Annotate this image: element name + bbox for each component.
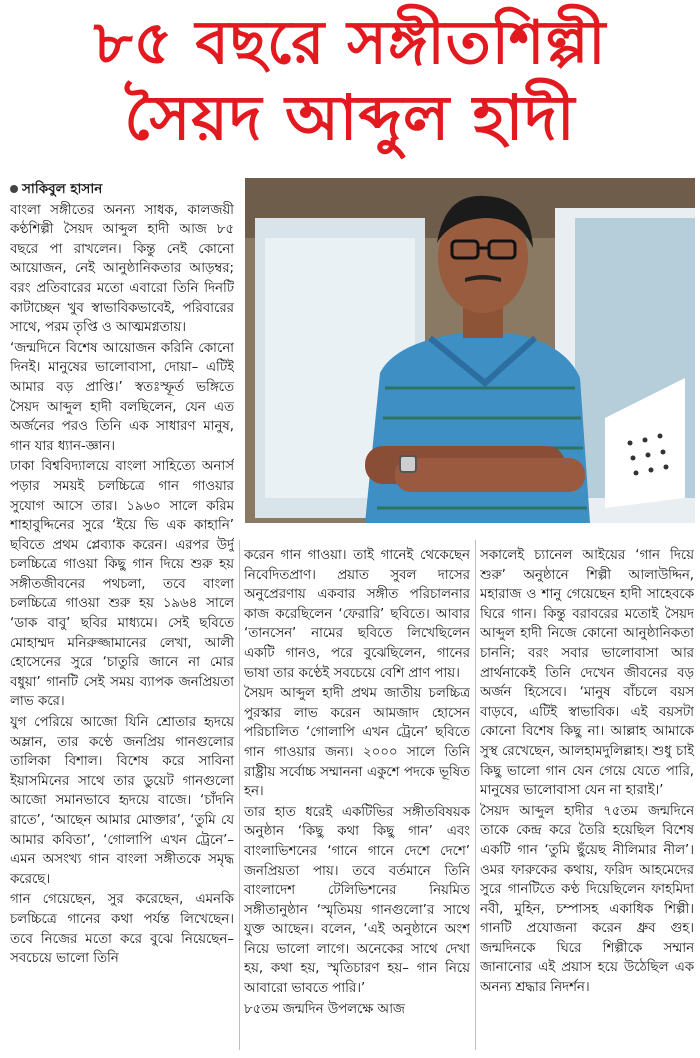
portrait-photo bbox=[245, 178, 695, 523]
paragraph: সৈয়দ আব্দুল হাদীর ৭৫তম জন্মদিনে তাকে কেন্দ্র করে তৈরি হয়েছিল বিশেষ একটি গান ‘তুমি ছুঁয়েছ নীলিমার নীল’। ওমর ফারুকের কথায়, ফরিদ আহমেদের সুরে গানটিতে কণ্ঠ দিয়েছিলেন ফাহমিদা নবী, মুহিন, চম্পাসহ একাধিক শিল্পী। গানটি প্রযোজনা করেন ধ্রুব গুহ। জন্মদিনকে ঘিরে শিল্পীকে সম্মান জানানোর এই প্রয়াস হয়ে উঠেছিল এক অনন্য শ্রদ্ধার নিদর্শন। bbox=[480, 803, 694, 996]
column-divider bbox=[475, 540, 476, 1050]
paragraph: করেন গান গাওয়া। তাই গানেই থেকেছেন নিবেদিতপ্রাণ। প্রয়াত সুবল দাসের অনুপ্রেরণায় একবার সঙ্গীত পরিচালনার কাজ করেছিলেন ‘ফেরারি’ ছবিতে। আবার ‘তানসেন’ নামের ছবিতে লিখেছিলেন একটি গানও, পরে বুঝেছিলেন, গানের ভাষা তার কণ্ঠেই সবচেয়ে বেশি প্রাণ পায়। bbox=[244, 548, 470, 681]
column-divider bbox=[239, 540, 240, 1050]
article-column-3 bbox=[480, 546, 694, 1050]
author-name: সাকিবুল হাসান bbox=[22, 181, 103, 197]
byline bbox=[10, 180, 234, 200]
paragraph: ঢাকা বিশ্ববিদ্যালয়ে বাংলা সাহিত্যে অনার্স পড়ার সময়ই চলচ্চিত্রে গান গাওয়ার সুযোগ আসে তার। ১৯৬০ সালে করিম শাহাবুদ্দিনের সুরে ‘ইয়ে ভি এক কাহানি’ ছবিতে প্রথম প্লেব্যাক করেন। এরপর উর্দু চলচ্চিত্রে গাওয়া কিছু গান দিয়ে শুরু হয় সঙ্গীতজীবনের পথচলা, তবে বাংলা চলচ্চিত্রে গাওয়া শুরু হয় ১৯৬৪ সালে ‘ডাক বাবু’ ছবির মাধ্যমে। সেই ছবিতে মোহাম্মদ মনিরুজ্জামানের লেখা, আলী হোসেনের সুরে ‘চাতুরি জানে না মোর বধুয়া’ গানটি সেই সময় ব্যাপক জনপ্রিয়তা লাভ করে। bbox=[10, 459, 234, 710]
paragraph: সৈয়দ আব্দুল হাদী প্রথম জাতীয় চলচ্চিত্র পুরস্কার লাভ করেন আমজাদ হোসেন পরিচালিত ‘গোলাপি এখন ট্রেনে’ ছবিতে গান গাওয়ার জন্য। ২০০০ সালে তিনি রাষ্ট্রীয় সর্বোচ্চ সম্মাননা একুশে পদকে ভূষিত হন। bbox=[244, 686, 470, 800]
paragraph: যুগ পেরিয়ে আজো যিনি শ্রোতার হৃদয়ে অম্লান, তার কণ্ঠে জনপ্রিয় গানগুলোর তালিকা বিশাল। বিশেষ করে সাবিনা ইয়াসমিনের সাথে তার ডুয়েট গানগুলো আজো সমানভাবে হৃদয়ে বাজে। ‘চাঁদনি রাতে’, ‘আছেন আমার মোক্তার’, ‘তুমি যে আমার কবিতা’, ‘গোলাপি এখন ট্রেনে’–এমন অসংখ্য গান বাংলা সঙ্গীতকে সমৃদ্ধ করেছে। bbox=[10, 715, 234, 887]
article-column-1 bbox=[10, 180, 234, 1050]
article-column-2 bbox=[244, 546, 470, 1050]
paragraph: গান গেয়েছেন, সুর করেছেন, এমনকি চলচ্চিত্রে গানের কথা পর্যন্ত লিখেছেন। তবে নিজের মতো করে বুঝে নিয়েছেন– সবচেয়ে ভালো তিনি bbox=[10, 892, 234, 967]
bullet-icon bbox=[10, 185, 18, 193]
paragraph: সকালেই চ্যানেল আইয়ের ‘গান দিয়ে শুরু’ অনুষ্ঠানে শিল্পী আলাউদ্দিন, মহারাজ ও শানু গেয়েছেন হাদী সাহেবকে ঘিরে গান। কিন্তু বরাবরের মতোই সৈয়দ আব্দুল হাদী নিজে কোনো আনুষ্ঠানিকতা চাননি; বরং সবার ভালোবাসা আর প্রার্থনাকেই তিনি দেখেন জীবনের বড় অর্জন হিসেবে। ‘মানুষ বাঁচলে বয়স বাড়বে, এটিই স্বাভাবিক। এই বয়সটা কোনো বিশেষ কিছু না। আল্লাহ আমাকে সুস্থ রেখেছেন, আলহামদুলিল্লাহ। শুধু চাই কিছু ভালো গান যেন গেয়ে যেতে পারি, মানুষের ভালোবাসা যেন না হারাই।’ bbox=[480, 548, 694, 799]
paragraph: ‘জন্মদিনে বিশেষ আয়োজন করিনি কোনো দিনই। মানুষের ভালোবাসা, দোয়া– এটিই আমার বড় প্রাপ্তি।’ স্বতঃস্ফূর্ত ভঙ্গিতে সৈয়দ আব্দুল হাদী বলছিলেন, যেন এত অর্জনের পরও তিনি এক সাধারণ মানুষ, গান যার ধ্যান-জ্ঞান। bbox=[10, 340, 234, 454]
headline-line-2: সৈয়দ আব্দুল হাদী bbox=[124, 81, 576, 154]
paragraph: বাংলা সঙ্গীতের অনন্য সাধক, কালজয়ী কণ্ঠশিল্পী সৈয়দ আব্দুল হাদী আজ ৮৫ বছরে পা রাখলেন। কিন্তু নেই কোনো আয়োজন, নেই আনুষ্ঠানিকতার আড়ম্বর; বরং প্রতিবারের মতো এবারো তিনি দিনটি কাটাচ্ছেন খুব স্বাভাবিকভাবেই, পরিবারের সাথে, পরম তৃপ্তি ও আত্মমগ্নতায়। bbox=[10, 202, 234, 336]
paragraph: তার হাত ধরেই একটিভির সঙ্গীতবিষয়ক অনুষ্ঠান ‘কিছু কথা কিছু গান’ এবং বাংলাভিশনের ‘গানে গানে দেশে দেশে’ জনপ্রিয়তা পায়। তবে বর্তমানে তিনি বাংলাদেশ টেলিভিশনের নিয়মিত সঙ্গীতানুষ্ঠান ‘স্মৃতিময় গানগুলো’র সাথে যুক্ত আছেন। বলেন, ‘এই অনুষ্ঠানে অংশ নিয়ে ভালো লাগে। অনেকের সাথে দেখা হয়, কথা হয়, স্মৃতিচারণ হয়– গান নিয়ে আবারো ভাবতে পারি।’ bbox=[244, 804, 470, 997]
paragraph: ৮৫তম জন্মদিন উপলক্ষে আজ bbox=[244, 1001, 405, 1017]
headline-line-1: ৮৫ বছরে সঙ্গীতশিল্পী bbox=[93, 8, 607, 78]
